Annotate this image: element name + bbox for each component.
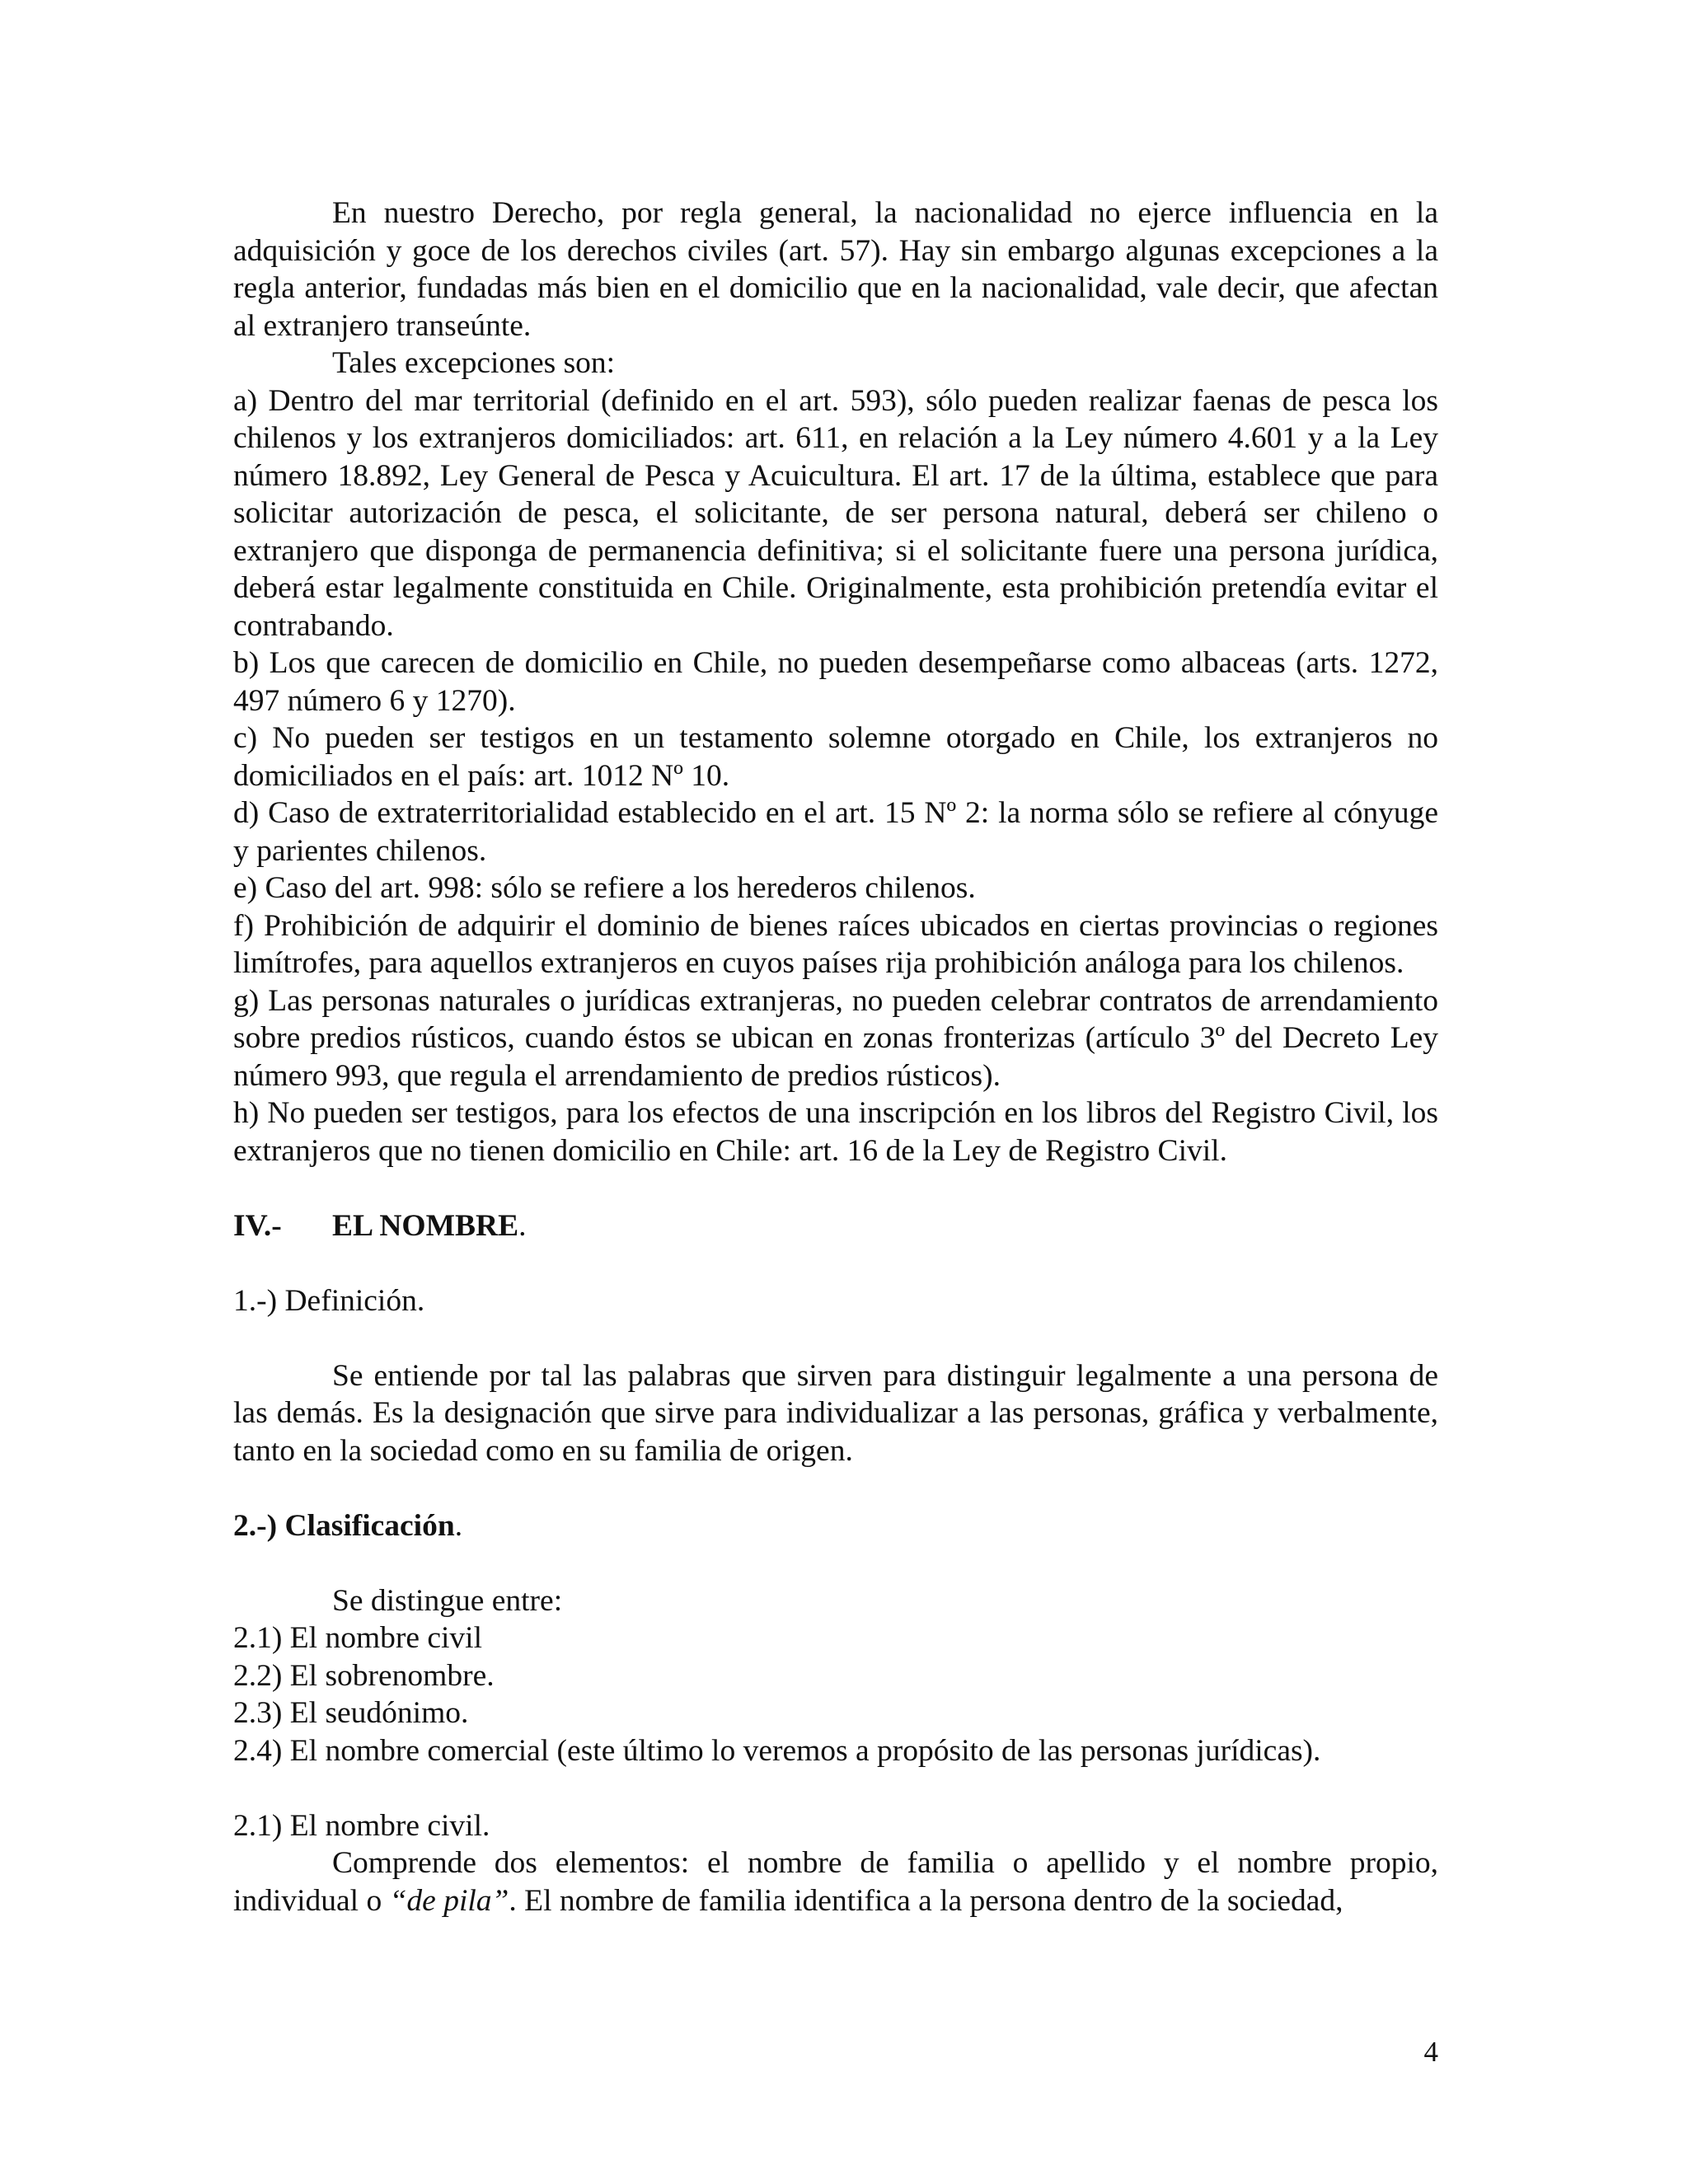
classification-heading — [233, 1507, 1438, 1545]
definition-heading: 1.-) Definición. — [233, 1283, 425, 1318]
exception-item-e: e) Caso del art. 998: sólo se refiere a los herederos chilenos. — [233, 871, 976, 905]
civil-name-italic-term: “de pila” — [389, 1883, 509, 1918]
classification-item-3: 2.3) El seudónimo. — [233, 1696, 469, 1730]
definition-paragraph: Se entiende por tal las palabras que sirven para distinguir legalmente a una persona de las demás. Es la designación que sirve para individualizar a las personas, gráfica y verbalmente, tanto en la sociedad como en su familia de origen. — [233, 1358, 1438, 1468]
exception-item-g: g) Las personas naturales o jurídicas extranjeras, no pueden celebrar contratos de arrendamiento sobre predios rústicos, cuando éstos se ubican en zonas fronterizas (artículo 3º del Decreto Ley número 993, que regula el arrendamiento de predios rústicos). — [233, 983, 1438, 1093]
classification-heading-text: 2.-) Clasificación — [233, 1508, 455, 1543]
exception-item-b: b) Los que carecen de domicilio en Chile, no pueden desempeñarse como albaceas (arts. 1272, 497 número 6 y 1270). — [233, 646, 1438, 718]
page-number: 4 — [1423, 2036, 1438, 2068]
body-text — [233, 194, 1438, 1919]
section-title-punct: . — [518, 1208, 527, 1243]
classification-heading-punct: . — [454, 1508, 463, 1543]
civil-name-text-start: Comprende dos elementos: el nombre de familia o apellido y el nombre propio, individual o — [233, 1846, 1438, 1918]
civil-name-paragraph — [233, 1844, 1438, 1919]
section-title: EL NOMBRE — [332, 1208, 519, 1243]
exception-item-f: f) Prohibición de adquirir el dominio de bienes raíces ubicados en ciertas provincias o regiones limítrofes, para aquellos extranjeros en cuyos países rija prohibición análoga para los chilenos. — [233, 908, 1438, 980]
civil-name-heading: 2.1) El nombre civil. — [233, 1808, 490, 1843]
classification-item-2: 2.2) El sobrenombre. — [233, 1658, 495, 1693]
exception-item-a: a) Dentro del mar territorial (definido en el art. 593), sólo pueden realizar faenas de pesca los chilenos y los extranjeros domiciliados: art. 611, en relación a la Ley número 4.601 y a la Ley número 18.892, Ley General de Pesca y Acuicultura. El art. 17 de la última, establece que para solicitar autorización de pesca, el solicitante, de ser persona natural, deberá ser chileno o extranjero que disponga de permanencia definitiva; si el solicitante fuere una persona jurídica, deberá estar legalmente constituida en Chile. Originalmente, esta prohibición pretendía evitar el contrabando. — [233, 383, 1438, 643]
intro-paragraph: En nuestro Derecho, por regla general, la nacionalidad no ejerce influencia en la adquisición y goce de los derechos civiles (art. 57). Hay sin embargo algunas excepciones a la regla anterior, fundadas más bien en el domicilio que en la nacionalidad, vale decir, que afectan al extranjero transeúnte. — [233, 196, 1438, 343]
exception-item-d: d) Caso de extraterritorialidad establecido en el art. 15 Nº 2: la norma sólo se refiere al cónyuge y parientes chilenos. — [233, 796, 1438, 868]
section-number: IV.- — [233, 1208, 282, 1243]
section-heading — [233, 1207, 1438, 1245]
civil-name-text-end: . El nombre de familia identifica a la persona dentro de la sociedad, — [509, 1883, 1343, 1918]
classification-intro: Se distingue entre: — [332, 1583, 563, 1618]
exception-item-h: h) No pueden ser testigos, para los efectos de una inscripción en los libros del Registro Civil, los extranjeros que no tienen domicilio en Chile: art. 16 de la Ley de Registro Civil. — [233, 1096, 1438, 1168]
exception-item-c: c) No pueden ser testigos en un testamento solemne otorgado en Chile, los extranjeros no domiciliados en el país: art. 1012 Nº 10. — [233, 721, 1438, 793]
exceptions-intro: Tales excepciones son: — [332, 346, 616, 380]
classification-item-1: 2.1) El nombre civil — [233, 1621, 483, 1655]
classification-item-4: 2.4) El nombre comercial (este último lo veremos a propósito de las personas jurídicas). — [233, 1733, 1321, 1768]
